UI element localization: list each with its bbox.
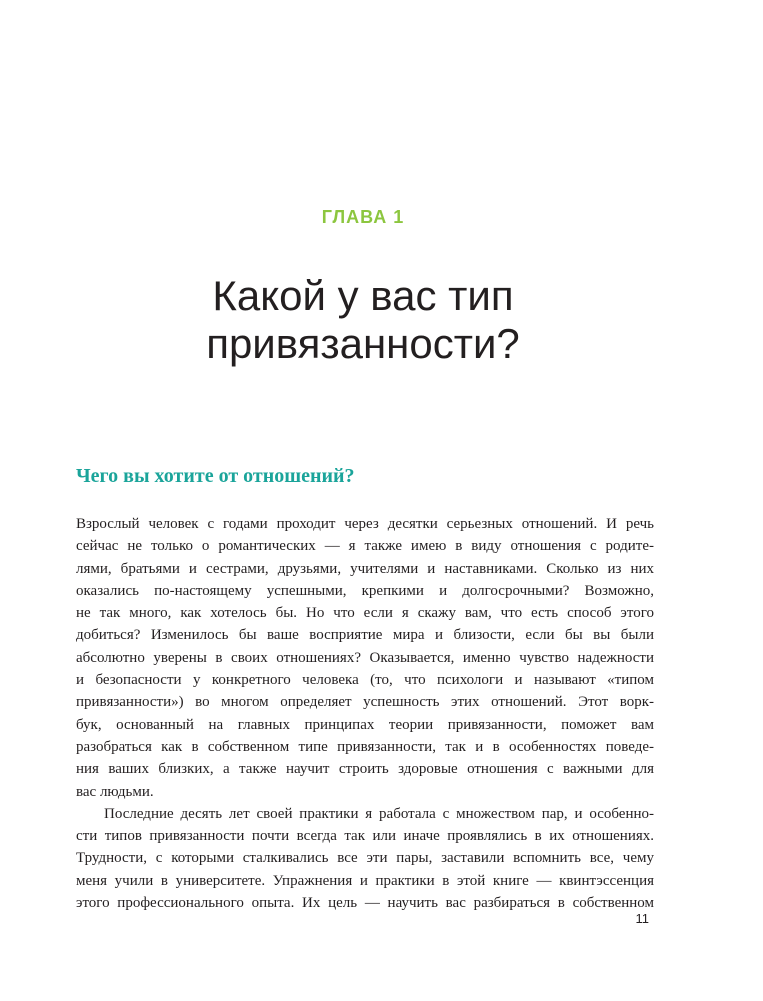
body-line: Взрослый человек с годами проходит через десятки серьезных отношений. И речь xyxy=(76,516,654,532)
section-heading: Чего вы хотите от отношений? xyxy=(76,465,355,487)
chapter-title-line: привязанности? xyxy=(206,320,520,367)
body-line: бук, основанный на главных принципах теории привязанности, поможет вам xyxy=(76,716,654,733)
body-line: добиться? Изменилось бы ваше восприятие мира и близости, если бы вы были xyxy=(76,627,654,644)
chapter-title-line: Какой у вас тип xyxy=(212,272,514,319)
body-line: Трудности, с которыми сталкивались все эти пары, заставили вспомнить все, чему xyxy=(76,850,654,867)
body-line: лями, братьями и сестрами, друзьями, учителями и наставниками. Сколько из них xyxy=(76,560,654,577)
body-line: меня учили в университете. Упражнения и практики в этой книге — квинтэссенция xyxy=(76,872,654,889)
body-line: разобраться как в собственном типе привязанности, так и в особенностях поведе- xyxy=(76,738,654,755)
body-line: ния ваших близких, а также научит строить здоровые отношения с важными для xyxy=(76,761,654,778)
chapter-label: ГЛАВА 1 xyxy=(321,207,405,227)
chapter-title xyxy=(0,272,726,368)
body-line: привязанности») во многом определяет успешность этих отношений. Этот ворк- xyxy=(76,694,654,711)
body-line: оказались по-настоящему успешными, крепкими и долгосрочными? Возможно, xyxy=(76,582,654,599)
body-line: Последние десять лет своей практики я работала с множеством пар, и особенно- xyxy=(104,805,654,822)
body-line: этого профессионального опыта. Их цель — научить вас разбираться в собственном xyxy=(76,895,654,912)
body-line: и безопасности у конкретного человека (то, что психологи и называют «типом xyxy=(76,672,654,689)
body-line: сейчас не только о романтических — я также имею в виду отношения с родите- xyxy=(76,538,654,555)
body-text xyxy=(76,513,654,914)
body-line: вас людьми. xyxy=(76,783,154,800)
page-number: 11 xyxy=(635,911,649,926)
body-line: не так много, как хотелось бы. Но что если я скажу вам, что есть способ этого xyxy=(76,605,654,622)
body-line: абсолютно уверены в своих отношениях? Оказывается, именно чувство надежности xyxy=(76,649,654,666)
body-line: сти типов привязанности почти всегда так или иначе проявлялись в их отношениях. xyxy=(76,828,654,845)
